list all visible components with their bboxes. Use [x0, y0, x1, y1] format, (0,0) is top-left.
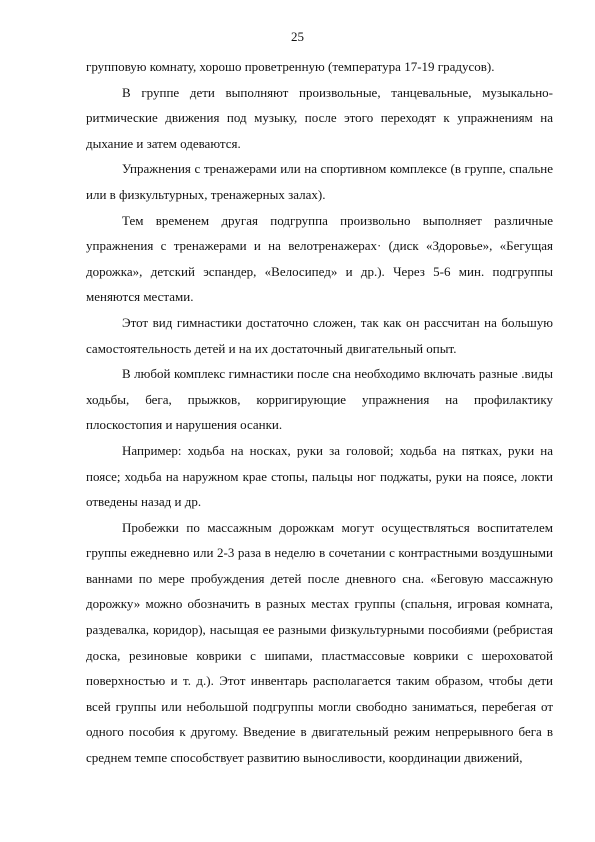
paragraph-massage-tracks: Пробежки по массажным дорожкам могут осуществляться воспитателем группы ежедневно или 2-3 раза в неделю в сочетании с контрастными воздушными ваннами по мере пробуждения детей после дневного сна. «Беговую массажную дорожку» можно обозначить в разных местах группы (спальня, игровая комната, раздевалка, коридор), насыщая ее разными физкультурными пособиями (ребристая доска, резиновые коврики с шипами, пластмассовые коврики с шероховатой поверхностью и т. д.). Этот инвентарь располагается таким образом, чтобы дети всей группы или небольшой подгруппы могли свободно заниматься, перебегая от одного пособия к другому. Введение в двигательный режим непрерывного бега в среднем темпе способствует развитию выносливости, координации движений,	[86, 519, 553, 766]
paragraph-complexity: Этот вид гимнастики достаточно сложен, так как он рассчитан на большую самостоятельность детей и на их достаточный двигательный опыт.	[86, 314, 553, 356]
paragraph-continuation: групповую комнату, хорошо проветренную (температура 17-19 градусов).	[86, 59, 495, 74]
paragraph-subgroup-rotation: Тем временем другая подгруппа произвольно выполняет различные упражнения с тренажерами и на велотренажерах· (диск «Здоровье», «Бегущая дорожка», детский эспандер, «Велосипед» и др.). Через 5-6 мин. подгруппы меняются местами.	[86, 212, 553, 305]
paragraph-walking-types: В любой комплекс гимнастики после сна необходимо включать разные .виды ходьбы, бега, прыжков, корригирующие упражнения на профилактику плоскостопия и нарушения осанки.	[86, 366, 553, 433]
paragraph-trainer-exercises: Упражнения с тренажерами или на спортивном комплексе (в группе, спальне или в физкультурных, тренажерных залах).	[86, 161, 553, 202]
paragraph-rhythmic-movements: В группе дети выполняют произвольные, танцевальные, музыкально-ритмические движения под музыку, после этого переходят к упражнениям на дыхание и затем одеваются.	[86, 84, 553, 151]
page-number: 25	[291, 29, 304, 44]
paragraph-examples: Например: ходьба на носках, руки за головой; ходьба на пятках, руки на поясе; ходьба на наружном крае стопы, пальцы ног поджаты, руки на поясе, локти отведены назад и др.	[86, 442, 553, 510]
body-text	[86, 54, 553, 771]
